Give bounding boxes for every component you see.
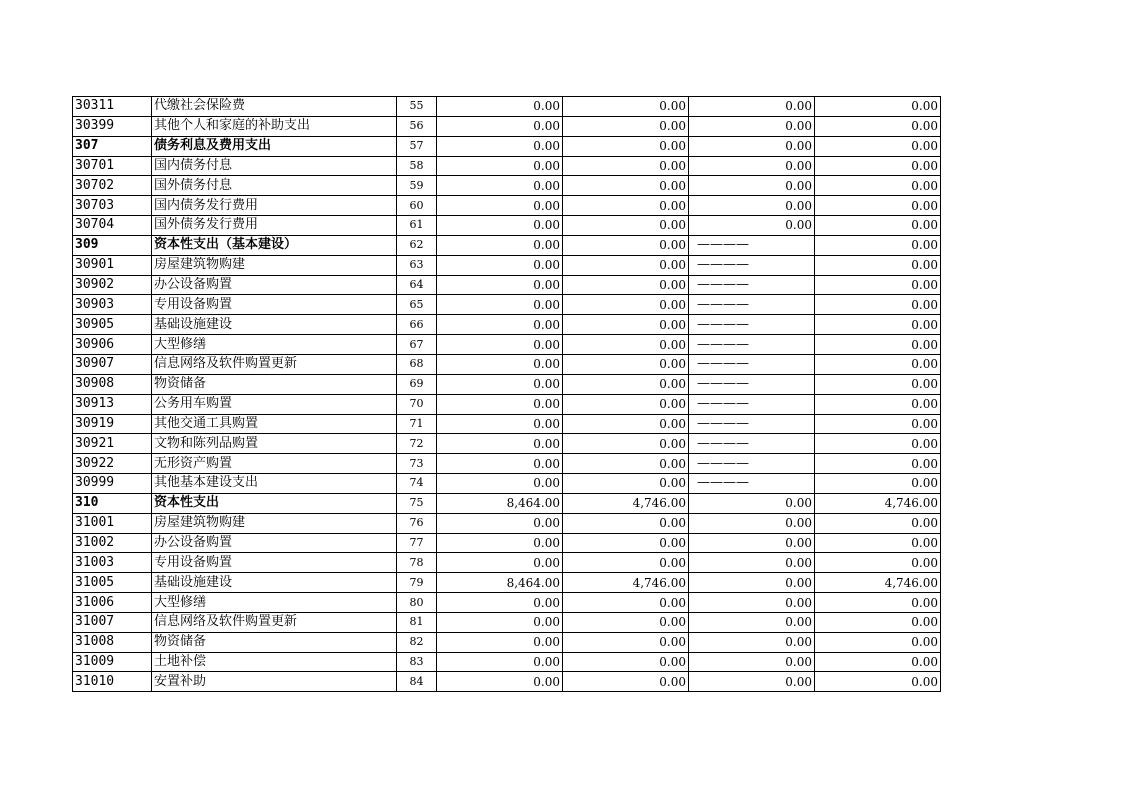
cell-line-number: 69 bbox=[397, 374, 437, 394]
cell-value-2: 0.00 bbox=[563, 116, 689, 136]
cell-name: 房屋建筑物购建 bbox=[152, 255, 397, 275]
cell-value-2: 0.00 bbox=[563, 652, 689, 672]
cell-code: 30921 bbox=[73, 434, 152, 454]
cell-line-number: 68 bbox=[397, 354, 437, 374]
cell-code: 31007 bbox=[73, 612, 152, 632]
cell-code: 30906 bbox=[73, 335, 152, 355]
cell-value-4: 0.00 bbox=[815, 255, 941, 275]
cell-line-number: 56 bbox=[397, 116, 437, 136]
cell-name: 土地补偿 bbox=[152, 652, 397, 672]
cell-value-1: 8,464.00 bbox=[437, 573, 563, 593]
cell-name: 物资储备 bbox=[152, 374, 397, 394]
cell-value-1: 0.00 bbox=[437, 235, 563, 255]
cell-value-3: ———— bbox=[689, 335, 815, 355]
cell-code: 30901 bbox=[73, 255, 152, 275]
cell-value-4: 0.00 bbox=[815, 176, 941, 196]
cell-value-2: 0.00 bbox=[563, 513, 689, 533]
cell-value-1: 0.00 bbox=[437, 275, 563, 295]
cell-line-number: 71 bbox=[397, 414, 437, 434]
cell-value-1: 0.00 bbox=[437, 295, 563, 315]
cell-value-4: 0.00 bbox=[815, 335, 941, 355]
cell-value-2: 0.00 bbox=[563, 196, 689, 216]
cell-value-3: 0.00 bbox=[689, 533, 815, 553]
cell-value-1: 0.00 bbox=[437, 513, 563, 533]
cell-name: 国内债务发行费用 bbox=[152, 196, 397, 216]
cell-name: 国外债务发行费用 bbox=[152, 216, 397, 236]
cell-code: 31006 bbox=[73, 593, 152, 613]
cell-line-number: 60 bbox=[397, 196, 437, 216]
cell-value-4: 0.00 bbox=[815, 672, 941, 692]
cell-name: 信息网络及软件购置更新 bbox=[152, 612, 397, 632]
cell-code: 30903 bbox=[73, 295, 152, 315]
cell-code: 30902 bbox=[73, 275, 152, 295]
cell-value-1: 0.00 bbox=[437, 394, 563, 414]
cell-name: 国内债务付息 bbox=[152, 156, 397, 176]
cell-line-number: 76 bbox=[397, 513, 437, 533]
cell-value-3: 0.00 bbox=[689, 573, 815, 593]
cell-value-4: 0.00 bbox=[815, 593, 941, 613]
cell-value-4: 0.00 bbox=[815, 434, 941, 454]
cell-value-4: 0.00 bbox=[815, 374, 941, 394]
cell-value-1: 0.00 bbox=[437, 374, 563, 394]
cell-value-4: 0.00 bbox=[815, 235, 941, 255]
cell-value-3: 0.00 bbox=[689, 156, 815, 176]
cell-value-1: 0.00 bbox=[437, 196, 563, 216]
cell-line-number: 62 bbox=[397, 235, 437, 255]
cell-value-1: 0.00 bbox=[437, 255, 563, 275]
cell-name: 大型修缮 bbox=[152, 335, 397, 355]
cell-value-2: 0.00 bbox=[563, 275, 689, 295]
cell-name: 办公设备购置 bbox=[152, 275, 397, 295]
cell-code: 30907 bbox=[73, 354, 152, 374]
cell-value-2: 4,746.00 bbox=[563, 573, 689, 593]
table-row bbox=[73, 196, 941, 216]
cell-value-4: 0.00 bbox=[815, 354, 941, 374]
table-row bbox=[73, 255, 941, 275]
table-row bbox=[73, 612, 941, 632]
cell-code: 30702 bbox=[73, 176, 152, 196]
cell-value-2: 0.00 bbox=[563, 672, 689, 692]
cell-name: 物资储备 bbox=[152, 632, 397, 652]
cell-line-number: 58 bbox=[397, 156, 437, 176]
cell-line-number: 72 bbox=[397, 434, 437, 454]
table-row bbox=[73, 97, 941, 117]
cell-line-number: 67 bbox=[397, 335, 437, 355]
cell-line-number: 74 bbox=[397, 474, 437, 494]
cell-value-4: 0.00 bbox=[815, 474, 941, 494]
cell-line-number: 66 bbox=[397, 315, 437, 335]
cell-code: 30703 bbox=[73, 196, 152, 216]
table-row bbox=[73, 374, 941, 394]
cell-value-2: 0.00 bbox=[563, 533, 689, 553]
cell-line-number: 73 bbox=[397, 454, 437, 474]
cell-value-1: 0.00 bbox=[437, 97, 563, 117]
cell-value-1: 0.00 bbox=[437, 335, 563, 355]
cell-value-2: 0.00 bbox=[563, 414, 689, 434]
table-row bbox=[73, 394, 941, 414]
cell-value-1: 0.00 bbox=[437, 533, 563, 553]
table-row bbox=[73, 235, 941, 255]
cell-name: 基础设施建设 bbox=[152, 573, 397, 593]
cell-line-number: 78 bbox=[397, 553, 437, 573]
table-row bbox=[73, 315, 941, 335]
cell-value-2: 0.00 bbox=[563, 255, 689, 275]
cell-value-3: 0.00 bbox=[689, 196, 815, 216]
cell-value-3: 0.00 bbox=[689, 553, 815, 573]
table-row bbox=[73, 116, 941, 136]
cell-line-number: 57 bbox=[397, 136, 437, 156]
cell-code: 30919 bbox=[73, 414, 152, 434]
cell-value-1: 0.00 bbox=[437, 632, 563, 652]
cell-value-4: 0.00 bbox=[815, 196, 941, 216]
cell-value-4: 0.00 bbox=[815, 632, 941, 652]
cell-name: 无形资产购置 bbox=[152, 454, 397, 474]
cell-code: 30999 bbox=[73, 474, 152, 494]
cell-value-1: 0.00 bbox=[437, 474, 563, 494]
cell-value-2: 0.00 bbox=[563, 593, 689, 613]
cell-value-2: 4,746.00 bbox=[563, 493, 689, 513]
cell-code: 31008 bbox=[73, 632, 152, 652]
cell-value-2: 0.00 bbox=[563, 97, 689, 117]
table-row bbox=[73, 513, 941, 533]
cell-line-number: 82 bbox=[397, 632, 437, 652]
cell-line-number: 81 bbox=[397, 612, 437, 632]
cell-code: 307 bbox=[73, 136, 152, 156]
cell-value-3: ———— bbox=[689, 394, 815, 414]
cell-value-4: 0.00 bbox=[815, 295, 941, 315]
cell-value-2: 0.00 bbox=[563, 374, 689, 394]
cell-name: 资本性支出 bbox=[152, 493, 397, 513]
cell-value-3: ———— bbox=[689, 414, 815, 434]
cell-value-2: 0.00 bbox=[563, 553, 689, 573]
table-row bbox=[73, 652, 941, 672]
cell-value-4: 0.00 bbox=[815, 275, 941, 295]
table-row bbox=[73, 295, 941, 315]
table-row bbox=[73, 593, 941, 613]
cell-name: 其他交通工具购置 bbox=[152, 414, 397, 434]
cell-value-1: 0.00 bbox=[437, 553, 563, 573]
cell-value-1: 0.00 bbox=[437, 434, 563, 454]
cell-value-3: ———— bbox=[689, 255, 815, 275]
cell-name: 其他基本建设支出 bbox=[152, 474, 397, 494]
cell-value-3: 0.00 bbox=[689, 176, 815, 196]
cell-name: 其他个人和家庭的补助支出 bbox=[152, 116, 397, 136]
cell-value-3: 0.00 bbox=[689, 216, 815, 236]
cell-value-4: 0.00 bbox=[815, 533, 941, 553]
cell-line-number: 84 bbox=[397, 672, 437, 692]
cell-code: 30905 bbox=[73, 315, 152, 335]
cell-name: 国外债务付息 bbox=[152, 176, 397, 196]
cell-line-number: 55 bbox=[397, 97, 437, 117]
table-row bbox=[73, 553, 941, 573]
cell-value-4: 0.00 bbox=[815, 136, 941, 156]
cell-value-1: 0.00 bbox=[437, 116, 563, 136]
cell-code: 31010 bbox=[73, 672, 152, 692]
cell-value-4: 0.00 bbox=[815, 156, 941, 176]
cell-value-3: 0.00 bbox=[689, 612, 815, 632]
cell-value-4: 0.00 bbox=[815, 116, 941, 136]
cell-code: 30913 bbox=[73, 394, 152, 414]
cell-code: 31009 bbox=[73, 652, 152, 672]
cell-value-3: ———— bbox=[689, 235, 815, 255]
cell-value-2: 0.00 bbox=[563, 295, 689, 315]
cell-value-2: 0.00 bbox=[563, 354, 689, 374]
cell-value-4: 0.00 bbox=[815, 612, 941, 632]
cell-name: 专用设备购置 bbox=[152, 553, 397, 573]
table-row bbox=[73, 632, 941, 652]
cell-line-number: 61 bbox=[397, 216, 437, 236]
cell-value-3: 0.00 bbox=[689, 116, 815, 136]
cell-name: 信息网络及软件购置更新 bbox=[152, 354, 397, 374]
cell-value-4: 0.00 bbox=[815, 216, 941, 236]
table-row bbox=[73, 275, 941, 295]
cell-value-4: 4,746.00 bbox=[815, 493, 941, 513]
cell-value-4: 0.00 bbox=[815, 315, 941, 335]
cell-name: 公务用车购置 bbox=[152, 394, 397, 414]
cell-line-number: 63 bbox=[397, 255, 437, 275]
cell-value-4: 0.00 bbox=[815, 414, 941, 434]
cell-code: 31002 bbox=[73, 533, 152, 553]
table-row bbox=[73, 493, 941, 513]
table-row bbox=[73, 136, 941, 156]
cell-name: 安置补助 bbox=[152, 672, 397, 692]
table-row bbox=[73, 156, 941, 176]
cell-code: 30704 bbox=[73, 216, 152, 236]
cell-value-4: 4,746.00 bbox=[815, 573, 941, 593]
cell-value-2: 0.00 bbox=[563, 632, 689, 652]
cell-value-4: 0.00 bbox=[815, 454, 941, 474]
cell-line-number: 83 bbox=[397, 652, 437, 672]
cell-value-1: 0.00 bbox=[437, 593, 563, 613]
cell-value-3: ———— bbox=[689, 434, 815, 454]
cell-value-2: 0.00 bbox=[563, 235, 689, 255]
cell-line-number: 80 bbox=[397, 593, 437, 613]
cell-value-1: 0.00 bbox=[437, 672, 563, 692]
cell-value-3: 0.00 bbox=[689, 136, 815, 156]
cell-value-3: ———— bbox=[689, 454, 815, 474]
cell-value-3: 0.00 bbox=[689, 632, 815, 652]
cell-value-2: 0.00 bbox=[563, 434, 689, 454]
cell-value-4: 0.00 bbox=[815, 513, 941, 533]
cell-value-1: 0.00 bbox=[437, 354, 563, 374]
cell-value-3: ———— bbox=[689, 474, 815, 494]
cell-name: 办公设备购置 bbox=[152, 533, 397, 553]
table-row bbox=[73, 176, 941, 196]
cell-name: 文物和陈列品购置 bbox=[152, 434, 397, 454]
table-row bbox=[73, 454, 941, 474]
cell-name: 代缴社会保险费 bbox=[152, 97, 397, 117]
cell-line-number: 59 bbox=[397, 176, 437, 196]
table-row bbox=[73, 335, 941, 355]
cell-value-3: 0.00 bbox=[689, 493, 815, 513]
cell-code: 30922 bbox=[73, 454, 152, 474]
table-row bbox=[73, 533, 941, 553]
cell-name: 大型修缮 bbox=[152, 593, 397, 613]
cell-value-1: 0.00 bbox=[437, 156, 563, 176]
cell-code: 30311 bbox=[73, 97, 152, 117]
cell-line-number: 75 bbox=[397, 493, 437, 513]
table-body bbox=[73, 97, 941, 692]
table-row bbox=[73, 573, 941, 593]
cell-value-1: 0.00 bbox=[437, 315, 563, 335]
cell-name: 专用设备购置 bbox=[152, 295, 397, 315]
cell-value-3: 0.00 bbox=[689, 97, 815, 117]
table-row bbox=[73, 354, 941, 374]
cell-code: 31003 bbox=[73, 553, 152, 573]
cell-line-number: 79 bbox=[397, 573, 437, 593]
table-row bbox=[73, 434, 941, 454]
cell-value-2: 0.00 bbox=[563, 176, 689, 196]
cell-name: 债务利息及费用支出 bbox=[152, 136, 397, 156]
cell-name: 房屋建筑物购建 bbox=[152, 513, 397, 533]
cell-value-3: ———— bbox=[689, 295, 815, 315]
cell-value-2: 0.00 bbox=[563, 612, 689, 632]
cell-value-4: 0.00 bbox=[815, 652, 941, 672]
cell-value-1: 0.00 bbox=[437, 454, 563, 474]
cell-value-2: 0.00 bbox=[563, 315, 689, 335]
table-row bbox=[73, 216, 941, 236]
cell-value-1: 0.00 bbox=[437, 176, 563, 196]
expenditure-table bbox=[72, 96, 941, 692]
cell-value-2: 0.00 bbox=[563, 136, 689, 156]
cell-line-number: 70 bbox=[397, 394, 437, 414]
table-row bbox=[73, 474, 941, 494]
cell-name: 资本性支出（基本建设） bbox=[152, 235, 397, 255]
cell-line-number: 65 bbox=[397, 295, 437, 315]
cell-value-3: ———— bbox=[689, 275, 815, 295]
cell-name: 基础设施建设 bbox=[152, 315, 397, 335]
cell-code: 31001 bbox=[73, 513, 152, 533]
cell-code: 31005 bbox=[73, 573, 152, 593]
cell-value-3: 0.00 bbox=[689, 652, 815, 672]
cell-code: 30908 bbox=[73, 374, 152, 394]
cell-value-2: 0.00 bbox=[563, 216, 689, 236]
cell-value-4: 0.00 bbox=[815, 553, 941, 573]
cell-value-3: ———— bbox=[689, 354, 815, 374]
cell-line-number: 64 bbox=[397, 275, 437, 295]
cell-value-3: 0.00 bbox=[689, 593, 815, 613]
cell-value-1: 0.00 bbox=[437, 612, 563, 632]
cell-value-3: 0.00 bbox=[689, 672, 815, 692]
cell-line-number: 77 bbox=[397, 533, 437, 553]
cell-value-1: 0.00 bbox=[437, 136, 563, 156]
cell-value-3: ———— bbox=[689, 374, 815, 394]
table-row bbox=[73, 672, 941, 692]
cell-value-1: 0.00 bbox=[437, 216, 563, 236]
cell-code: 30701 bbox=[73, 156, 152, 176]
cell-value-4: 0.00 bbox=[815, 394, 941, 414]
cell-value-2: 0.00 bbox=[563, 474, 689, 494]
table-row bbox=[73, 414, 941, 434]
cell-value-1: 0.00 bbox=[437, 414, 563, 434]
cell-value-3: ———— bbox=[689, 315, 815, 335]
cell-value-3: 0.00 bbox=[689, 513, 815, 533]
cell-value-2: 0.00 bbox=[563, 335, 689, 355]
cell-value-2: 0.00 bbox=[563, 454, 689, 474]
cell-value-2: 0.00 bbox=[563, 156, 689, 176]
cell-value-1: 0.00 bbox=[437, 652, 563, 672]
cell-value-4: 0.00 bbox=[815, 97, 941, 117]
cell-code: 310 bbox=[73, 493, 152, 513]
cell-value-1: 8,464.00 bbox=[437, 493, 563, 513]
cell-code: 309 bbox=[73, 235, 152, 255]
cell-value-2: 0.00 bbox=[563, 394, 689, 414]
cell-code: 30399 bbox=[73, 116, 152, 136]
